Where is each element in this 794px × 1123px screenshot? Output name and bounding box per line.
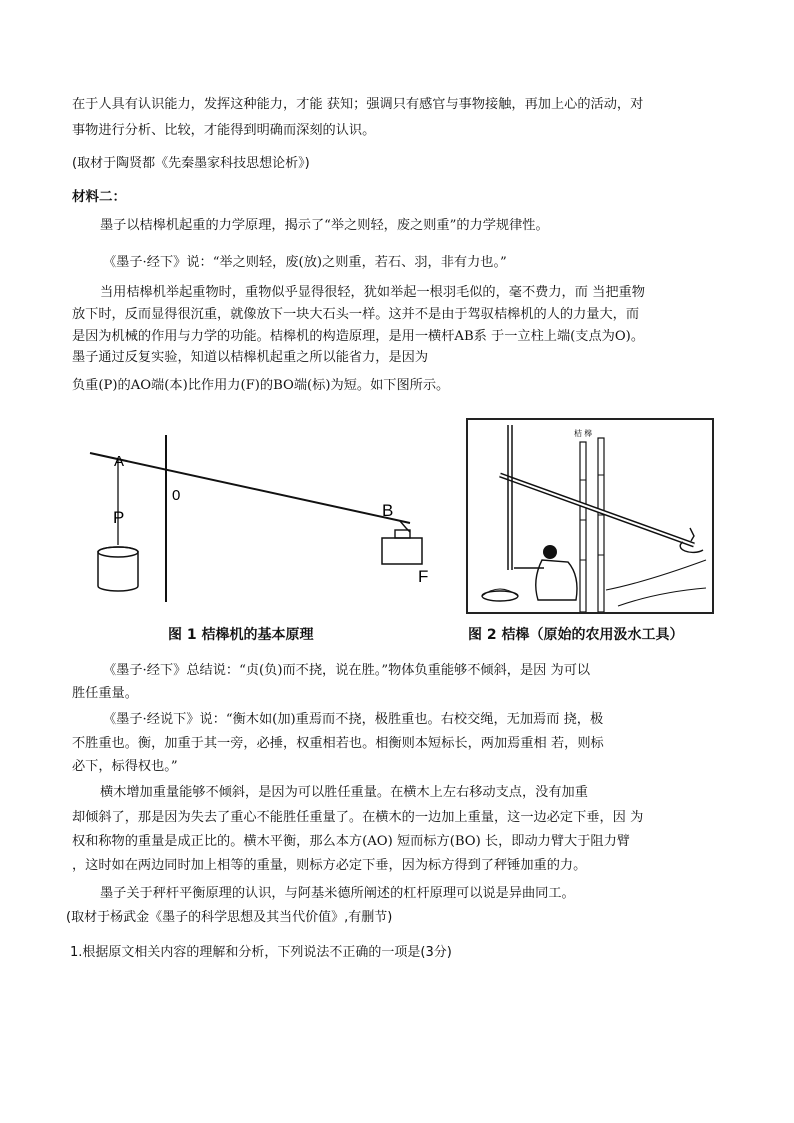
para2-line-1: 墨子以桔槔机起重的力学原理，揭示了“举之则轻，废之则重”的力学规律性。 [100, 218, 549, 233]
para1-line-2: 事物进行分析、比较，才能得到明确而深刻的认识。 [72, 123, 376, 138]
lever-diagram [88, 420, 440, 625]
quote-jingxia: 《墨子·经下》说：“举之则轻，废(放)之则重，若石、羽，非有力也。” [103, 255, 507, 270]
label-p: P [113, 508, 125, 527]
para1-line-1: 在于人具有认识能力，发挥这种能力，才能 获知；强调只有感官与事物接触，再加上心的活动，对 [72, 97, 644, 112]
source-note-1: (取材于陶贤都《先秦墨家科技思想论析》) [72, 156, 310, 171]
para2-line-5: 是因为机械的作用与力学的功能。桔槔机的构造原理，是用一横杆AB系 于一立柱上端(支点为O)。 [72, 329, 645, 344]
figure-1-caption: 图 1 桔槔机的基本原理 [168, 627, 314, 643]
para3-line-6: 横木增加重量能够不倾斜，是因为可以胜任重量。在横木上左右移动支点，没有加重 [100, 785, 588, 800]
para2-line-7: 负重(P)的AO端(本)比作用力(F)的BO端(标)为短。如下图所示。 [72, 378, 450, 393]
para3-line-9: ，这时如在两边同时加上相等的重量，则标方必定下垂，因为标方得到了秤锤加重的力。 [72, 858, 587, 873]
para3-line-8: 权和称物的重量是成正比的。横木平衡，那么本方(AO) 短而标方(BO) 长，即动力臂大于阻力臂 [72, 834, 630, 849]
para3-line-2: 胜任重量。 [72, 686, 138, 701]
illustration-sign: 桔 槔 [574, 429, 593, 438]
label-a: A [114, 453, 125, 470]
label-o: 0 [172, 487, 181, 504]
source-note-2: (取材于杨武金《墨子的科学思想及其当代价值》,有删节) [66, 910, 393, 925]
quote-jingshuoxia-1: 《墨子·经说下》说：“衡木如(加)重焉而不挠，极胜重也。右校交绳，无加焉而 挠，极 [103, 712, 604, 727]
para3-line-1: 《墨子·经下》总结说：“贞(负)而不挠，说在胜。”物体负重能够不倾斜，是因 为可以 [103, 663, 591, 678]
label-f: F [418, 567, 429, 586]
para3-line-7: 却倾斜了，那是因为失去了重心不能胜任重量了。在横木的一边加上重量，这一边必定下垂，因 为 [72, 810, 644, 825]
para2-line-6: 墨子通过反复实验，知道以桔槔机起重之所以能省力，是因为 [72, 350, 429, 365]
figure-2-caption: 图 2 桔槔（原始的农用汲水工具） [468, 627, 684, 643]
label-b: B [382, 501, 394, 520]
para3-line-10: 墨子关于秤杆平衡原理的认识，与阿基米德所阐述的杠杆原理可以说是异曲同工。 [100, 886, 575, 901]
shadoof-illustration [466, 418, 714, 614]
question-1: 1.根据原文相关内容的理解和分析，下列说法不正确的一项是(3分) [70, 945, 452, 960]
quote-jingshuoxia-2: 不胜重也。衡，加重于其一旁，必捶，权重相若也。相衡则本短标长，两加焉重相 若，则标 [72, 736, 604, 751]
para2-line-3: 当用桔槔机举起重物时，重物似乎显得很轻，犹如举起一根羽毛似的，毫不费力，而 当把重物 [100, 285, 645, 300]
quote-jingshuoxia-3: 必下，标得权也。” [72, 759, 178, 774]
para2-line-4: 放下时，反而显得很沉重，就像放下一块大石头一样。这并不是由于驾驭桔槔机的人的力量大，而 [72, 307, 640, 322]
section-heading-material-2: 材料二： [72, 189, 126, 205]
